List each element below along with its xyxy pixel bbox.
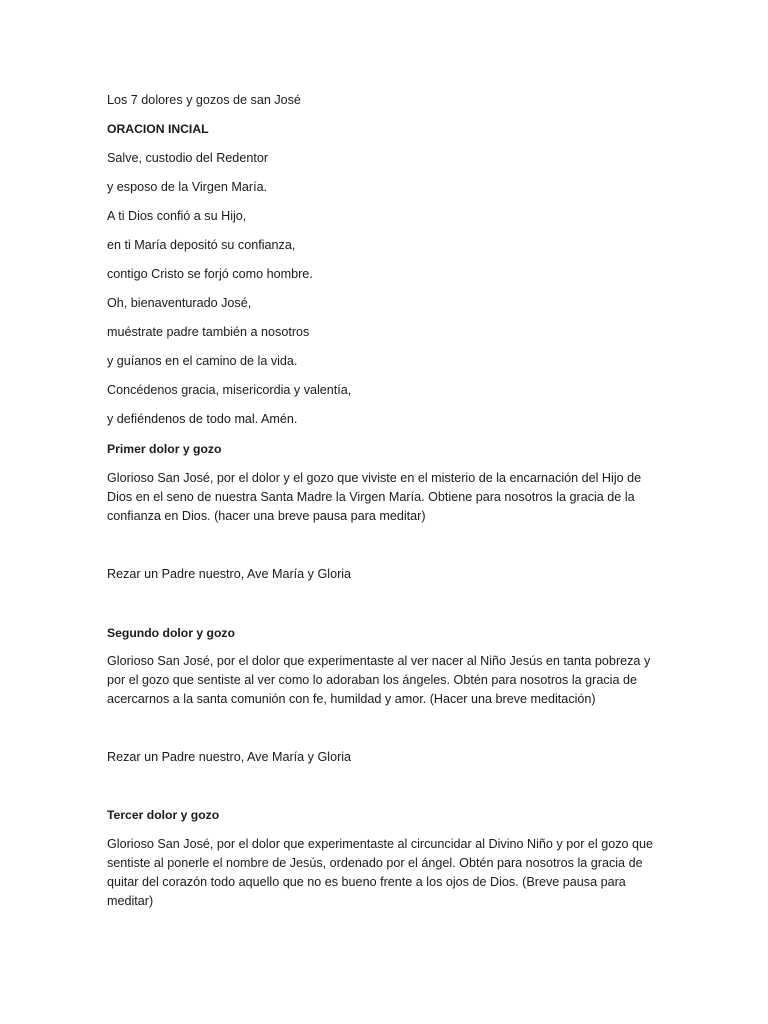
section-closing: Rezar un Padre nuestro, Ave María y Gloria [107,567,352,581]
prayer-line: Concédenos gracia, misericordia y valentía, [107,383,352,397]
section-paragraph: Glorioso San José, por el dolor que experimentaste al circuncidar al Divino Niño y por el gozo que sentiste al ponerle el nombre de Jesús, ordenado por el ángel. Obtén para nosotros la gracia de quitar del corazón todo aquello que no es bueno frente a los ojos de Dios. (Breve pausa para meditar) [107,837,654,908]
prayer-line: Oh, bienaventurado José, [107,296,252,310]
prayer-line: A ti Dios confió a su Hijo, [107,209,247,223]
section-paragraph: Glorioso San José, por el dolor y el gozo que viviste en el misterio de la encarnación del Hijo de Dios en el seno de nuestra Santa Madre la Virgen María. Obtiene para nosotros la gracia de la confianza en Dios. (hacer una breve pausa para meditar) [107,471,642,523]
prayer-line: muéstrate padre también a nosotros [107,325,310,339]
section-heading: Primer dolor y gozo [107,442,222,456]
section-heading: Segundo dolor y gozo [107,626,235,640]
prayer-line: y esposo de la Virgen María. [107,180,268,194]
opening-heading: ORACION INCIAL [107,122,209,136]
prayer-line: y defiéndenos de todo mal. Amén. [107,412,298,426]
section-closing: Rezar un Padre nuestro, Ave María y Gloria [107,750,352,764]
prayer-line: Salve, custodio del Redentor [107,151,269,165]
document-title: Los 7 dolores y gozos de san José [107,93,301,107]
section-heading: Tercer dolor y gozo [107,808,220,822]
prayer-line: en ti María depositó su confianza, [107,238,296,252]
prayer-line: y guíanos en el camino de la vida. [107,354,298,368]
section-paragraph: Glorioso San José, por el dolor que experimentaste al ver nacer al Niño Jesús en tanta pobreza y por el gozo que sentiste al ver como lo adoraban los ángeles. Obtén para nosotros la gracia de acercarnos a la santa comunión con fe, humildad y amor. (Hacer una breve meditación) [107,654,651,706]
prayer-line: contigo Cristo se forjó como hombre. [107,267,313,281]
